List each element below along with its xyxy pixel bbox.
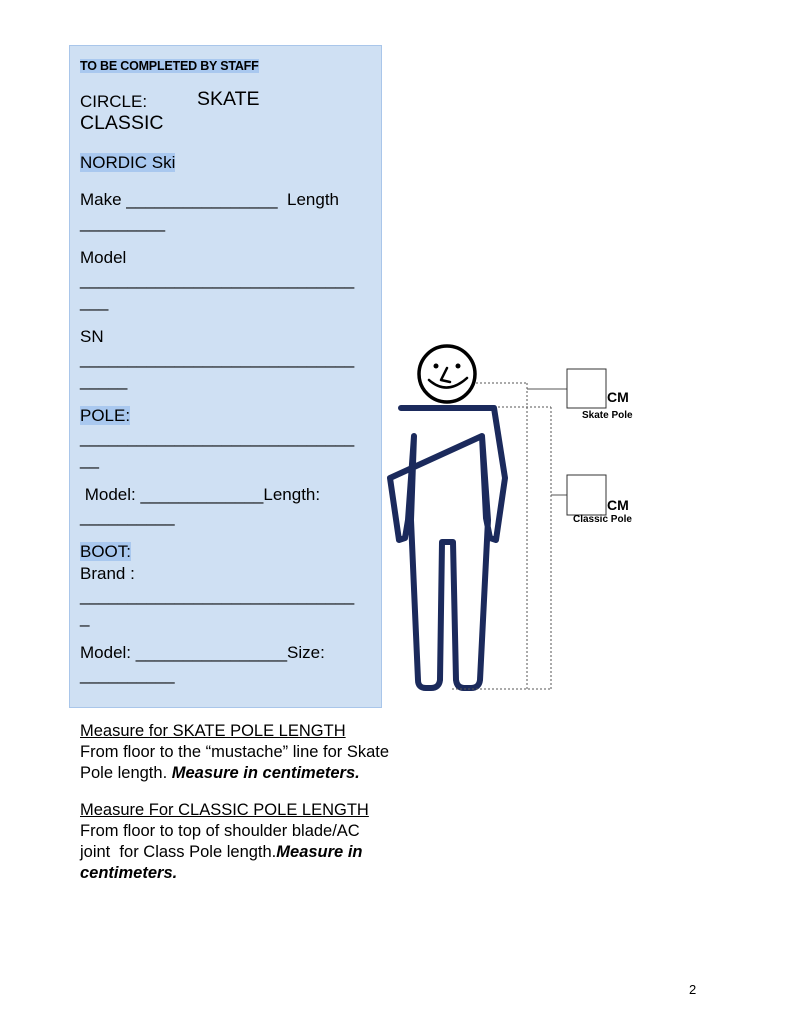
skate-instruction-emphasis: Measure in centimeters.	[171, 764, 360, 782]
pole-model-length-field[interactable]: Model: _____________Length:	[80, 485, 321, 504]
classic-instruction-line2: joint for Class Pole length.Measure in	[80, 843, 363, 861]
brand-field[interactable]: _____________________________	[80, 586, 355, 605]
boot-label: BOOT:	[80, 542, 132, 561]
brand-continuation: _	[80, 608, 90, 627]
make-length-continuation: _________	[80, 213, 166, 232]
pole-field[interactable]: _____________________________	[80, 428, 355, 447]
skate-cm-label: CM	[607, 389, 629, 405]
nordic-ski-label: NORDIC Ski	[80, 153, 176, 172]
sn-continuation: _____	[80, 371, 128, 390]
model-field[interactable]: _____________________________	[80, 270, 355, 289]
pole-continuation: __	[80, 450, 99, 469]
pole-label: POLE:	[80, 406, 131, 425]
skate-instruction-line2: Pole length. Measure in centimeters.	[80, 764, 360, 782]
boot-model-continuation: __________	[80, 665, 175, 684]
model-label: Model	[80, 248, 127, 267]
classic-pole-label: Classic Pole	[573, 514, 632, 525]
skate-pole-cm-box	[567, 369, 606, 408]
staff-header: TO BE COMPLETED BY STAFF	[80, 59, 259, 73]
brand-label: Brand :	[80, 564, 135, 583]
classic-instruction-line3: centimeters.	[80, 864, 178, 882]
boot-model-size-field[interactable]: Model: ________________Size:	[80, 643, 325, 662]
classic-instruction-line1: From floor to top of shoulder blade/AC	[80, 822, 360, 840]
sn-field[interactable]: _____________________________	[80, 349, 355, 368]
classic-instruction-heading: Measure For CLASSIC POLE LENGTH	[80, 801, 369, 819]
sn-label: SN	[80, 327, 104, 346]
skate-pole-label: Skate Pole	[582, 410, 633, 421]
skate-option[interactable]: SKATE	[197, 88, 260, 110]
skate-instruction-line1: From floor to the “mustache” line for Skate	[80, 743, 390, 761]
make-length-field[interactable]: Make ________________ Length	[80, 190, 340, 209]
measurement-connectors	[527, 389, 567, 495]
skate-instruction-heading: Measure for SKATE POLE LENGTH	[80, 722, 346, 740]
stick-figure-icon	[390, 346, 505, 688]
pole-model-continuation: __________	[80, 507, 175, 526]
classic-cm-label: CM	[607, 497, 629, 513]
classic-pole-cm-box	[567, 475, 606, 515]
page-number: 2	[689, 982, 697, 997]
model-continuation: ___	[80, 292, 109, 311]
classic-instruction-emphasis: Measure in	[276, 843, 363, 861]
classic-option[interactable]: CLASSIC	[80, 112, 164, 134]
measurement-guides	[452, 383, 551, 689]
circle-label: CIRCLE:	[80, 92, 148, 111]
